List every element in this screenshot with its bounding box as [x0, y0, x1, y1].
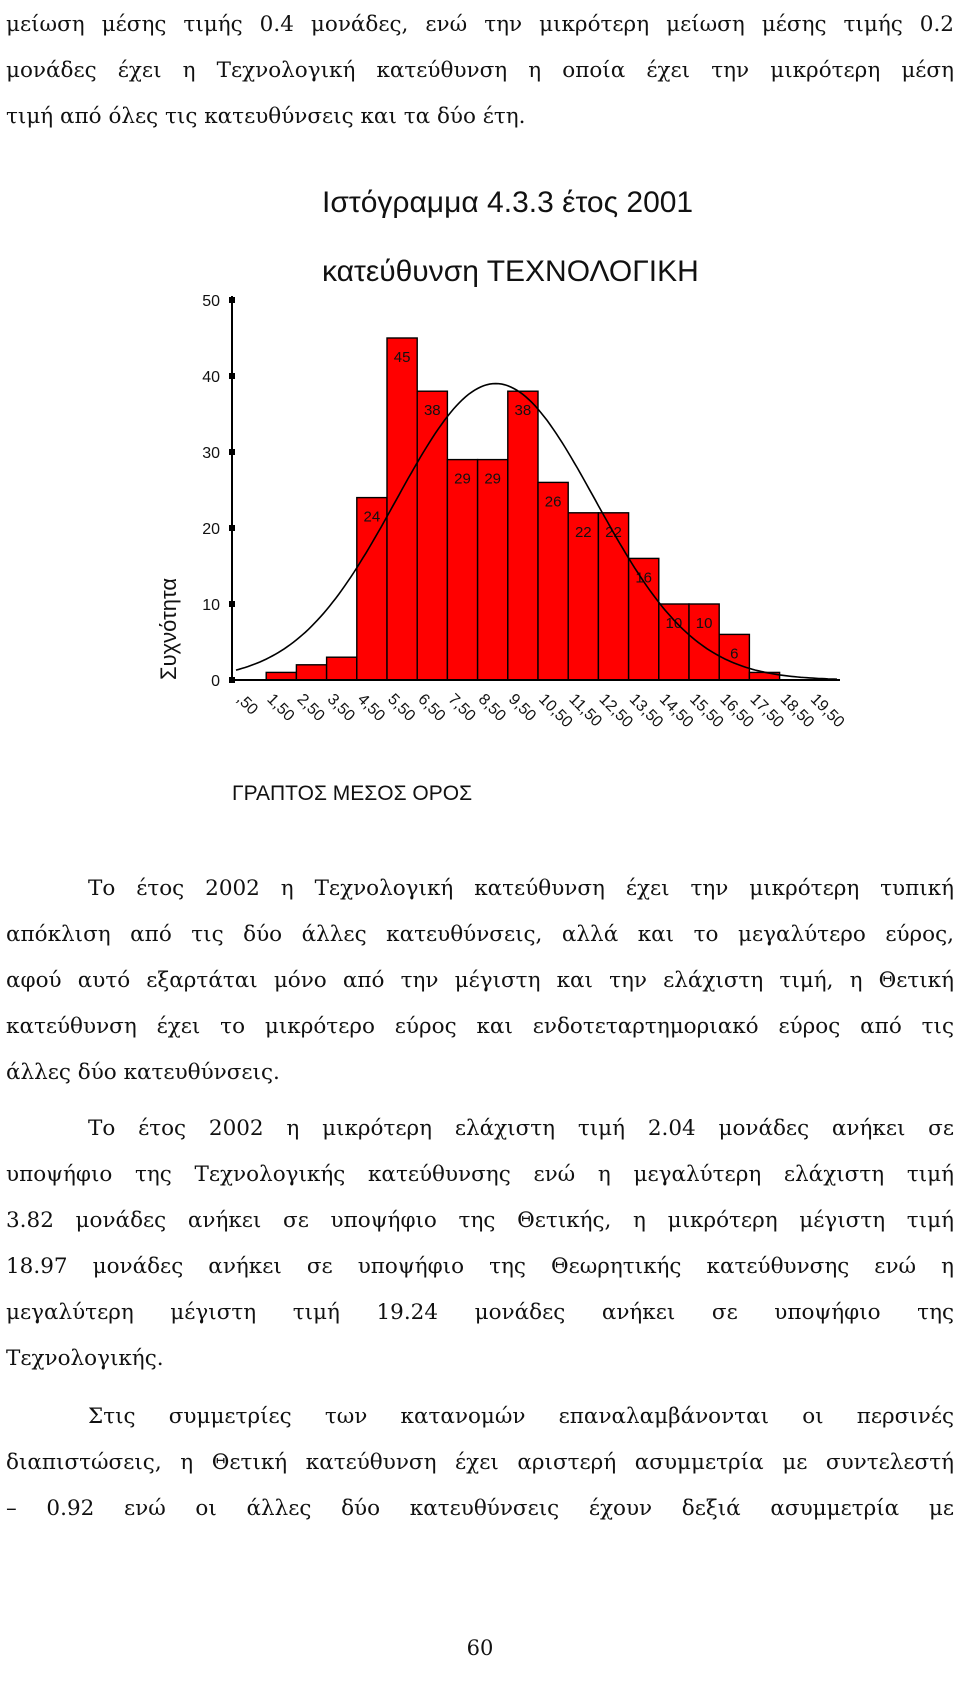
text-line: κατεύθυνση έχει το μικρότερο εύρος και ενδοτεταρτημοριακό εύρος από τις [6, 1014, 954, 1039]
top-paragraph [6, 2, 954, 140]
x-tick-label: 14,50 [655, 690, 697, 732]
histogram-bar [508, 391, 538, 680]
x-tick-label: 6,50 [414, 690, 449, 725]
x-tick-label: 19,50 [806, 690, 848, 732]
bar-value-label: 38 [514, 402, 532, 420]
y-tick-label: 0 [211, 673, 220, 690]
text-line: – 0.92 ενώ οι άλλες δύο κατευθύνσεις έχουν δεξιά ασυμμετρία με [6, 1496, 954, 1521]
text-line: διαπιστώσεις, η Θετική κατεύθυνση έχει αριστερή ασυμμετρία με συντελεστή [6, 1450, 954, 1475]
histogram-bar [266, 672, 296, 680]
paragraph-3 [6, 1394, 954, 1532]
x-axis-label: ΓΡΑΠΤΟΣ ΜΕΣΟΣ ΟΡΟΣ [232, 782, 473, 805]
x-tick-label: 1,50 [263, 690, 298, 725]
x-tick-label: 12,50 [595, 690, 636, 732]
text-line: μεγαλύτερη μέγιστη τιμή 19.24 μονάδες ανήκει σε υποψήφιο της [6, 1300, 954, 1325]
bar-value-label: 38 [423, 402, 441, 420]
paragraph-2 [6, 1106, 954, 1382]
bar-value-label: 29 [454, 470, 471, 488]
x-tick-label: ,50 [233, 690, 261, 719]
bar-value-label: 45 [393, 349, 411, 366]
text-line: Τεχνολογικής. [6, 1346, 164, 1371]
text-line: Το έτος 2002 η Τεχνολογική κατεύθυνση έχει την μικρότερη τυπική [88, 876, 954, 901]
histogram-bar [417, 391, 447, 680]
x-tick-label: 11,50 [565, 690, 605, 731]
x-tick-label: 17,50 [746, 690, 787, 732]
bar-value-label: 29 [484, 470, 502, 488]
bar-value-label: 10 [695, 615, 713, 632]
bar-value-label: 22 [574, 523, 592, 541]
x-tick-label: 18,50 [776, 690, 818, 732]
text-line: άλλες δύο κατευθύνσεις. [6, 1060, 280, 1085]
y-tick-label: 10 [202, 597, 220, 614]
x-tick-label: 16,50 [716, 690, 757, 732]
x-tick-label: 10,50 [535, 690, 576, 732]
text-line: 3.82 μονάδες ανήκει σε υποψήφιο της Θετικής, η μικρότερη μέγιστη τιμή [6, 1208, 954, 1233]
x-tick-label: 9,50 [504, 690, 540, 725]
y-tick-label: 20 [202, 521, 220, 538]
y-tick-label: 30 [202, 445, 220, 462]
text-line: απόκλιση από τις δύο άλλες κατευθύνσεις, αλλά και το μεγαλύτερο εύρος, [6, 922, 954, 947]
y-tick-mark [229, 449, 235, 455]
text-line: 18.97 μονάδες ανήκει σε υποψήφιο της Θεωρητικής κατεύθυνσης ενώ η [6, 1254, 954, 1279]
bar-value-label: 24 [363, 508, 381, 526]
x-tick-label: 15,50 [686, 690, 727, 732]
paragraph-1 [6, 866, 954, 1096]
y-tick-mark [229, 297, 235, 303]
y-axis-label: Συχνότητα [156, 577, 181, 680]
histogram-bar [447, 460, 477, 680]
x-tick-label: 3,50 [323, 690, 358, 725]
histogram-bar [538, 482, 568, 680]
chart-title: Ιστόγραμμα 4.3.3 έτος 2001 [322, 186, 694, 219]
text-line: Στις συμμετρίες των κατανομών επαναλαμβάνονται οι περσινές [88, 1404, 954, 1429]
x-ticks-layer [233, 691, 847, 731]
y-tick-mark [229, 601, 235, 607]
bar-value-label: 10 [665, 615, 683, 632]
page-number: 60 [466, 1636, 494, 1660]
histogram-chart [0, 180, 960, 820]
x-tick-label: 4,50 [353, 690, 389, 725]
bar-value-label: 26 [544, 493, 562, 511]
bar-value-label: 22 [605, 523, 622, 541]
text-line: αφού αυτό εξαρτάται μόνο από την μέγιστη και την ελάχιστη τιμή, η Θετική [6, 968, 954, 993]
text-line: Το έτος 2002 η μικρότερη ελάχιστη τιμή 2.04 μονάδες ανήκει σε [88, 1116, 954, 1141]
y-ticks-layer [202, 293, 235, 690]
histogram-bar [327, 657, 357, 680]
y-tick-label: 50 [202, 293, 220, 310]
bar-value-label: 6 [730, 645, 739, 663]
y-tick-mark [229, 373, 235, 379]
y-tick-label: 40 [202, 369, 220, 386]
x-tick-label: 2,50 [293, 690, 328, 725]
x-tick-label: 5,50 [384, 690, 419, 725]
y-tick-mark [229, 677, 235, 683]
text-line: μονάδες έχει η Τεχνολογική κατεύθυνση η οποία έχει την μικρότερη μέση [6, 58, 954, 83]
histogram-bar [478, 460, 508, 680]
x-tick-label: 8,50 [474, 690, 509, 725]
text-line: μείωση μέσης τιμής 0.4 μονάδες, ενώ την μικρότερη μείωση μέσης τιμής 0.2 [6, 12, 954, 37]
text-line: υποψήφιο της Τεχνολογικής κατεύθυνσης ενώ η μεγαλύτερη ελάχιστη τιμή [6, 1162, 954, 1187]
chart-subtitle: κατεύθυνση ΤΕΧΝΟΛΟΓΙΚΗ [322, 255, 699, 288]
x-tick-label: 13,50 [625, 690, 667, 732]
bar-value-label: 16 [635, 569, 653, 587]
histogram-bar [296, 665, 326, 680]
text-line: τιμή από όλες τις κατευθύνσεις και τα δύο έτη. [6, 104, 526, 129]
y-tick-mark [229, 525, 235, 531]
x-tick-label: 7,50 [444, 690, 479, 725]
